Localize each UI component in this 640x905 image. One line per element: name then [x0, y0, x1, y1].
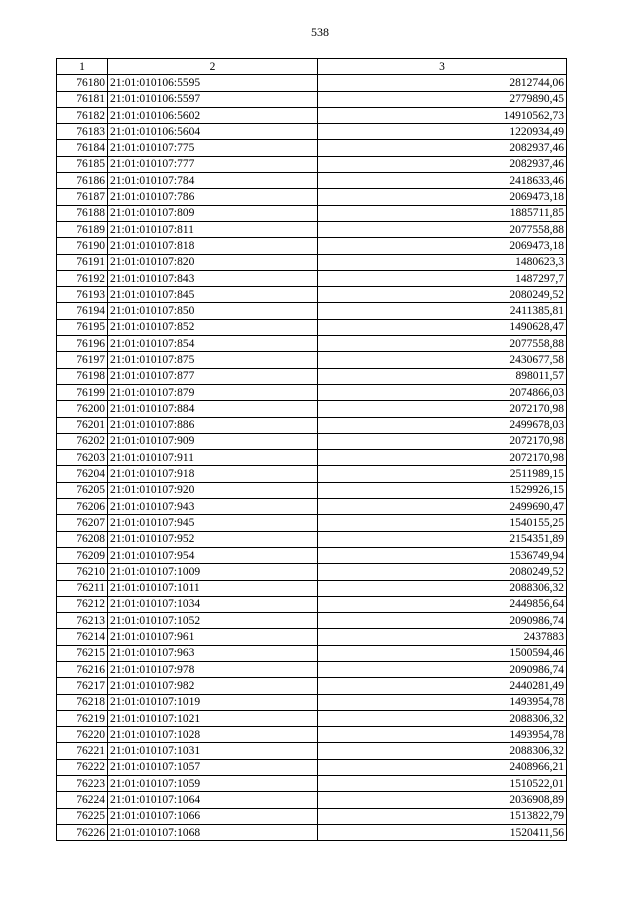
row-index-cell: 76190: [57, 238, 108, 254]
cadastral-number-cell: 21:01:010107:786: [108, 189, 318, 205]
row-index-cell: 76225: [57, 808, 108, 824]
cadastral-value-cell: 2090986,74: [318, 613, 567, 629]
cadastral-value-cell: 2088306,32: [318, 580, 567, 596]
table-row: [57, 776, 567, 792]
cadastral-value-cell: 1493954,78: [318, 694, 567, 710]
cadastral-number-cell: 21:01:010107:1021: [108, 710, 318, 726]
table-row: [57, 499, 567, 515]
cadastral-number-cell: 21:01:010107:809: [108, 205, 318, 221]
cadastral-value-cell: 2449856,64: [318, 596, 567, 612]
cadastral-value-cell: 1510522,01: [318, 776, 567, 792]
column-header-cadastral-number: 2: [108, 59, 318, 75]
row-index-cell: 76181: [57, 91, 108, 107]
cadastral-number-cell: 21:01:010107:911: [108, 450, 318, 466]
cadastral-value-cell: 2440281,49: [318, 678, 567, 694]
row-index-cell: 76223: [57, 776, 108, 792]
table-row: [57, 710, 567, 726]
table-row: [57, 564, 567, 580]
cadastral-value-cell: 2077558,88: [318, 336, 567, 352]
cadastral-value-cell: 1220934,49: [318, 124, 567, 140]
table-row: [57, 140, 567, 156]
cadastral-number-cell: 21:01:010107:843: [108, 270, 318, 286]
cadastral-value-cell: 2082937,46: [318, 156, 567, 172]
cadastral-value-cell: 2088306,32: [318, 743, 567, 759]
table-row: [57, 221, 567, 237]
row-index-cell: 76219: [57, 710, 108, 726]
cadastral-value-cell: 2499690,47: [318, 499, 567, 515]
cadastral-number-cell: 21:01:010107:811: [108, 221, 318, 237]
table-row: [57, 189, 567, 205]
cadastral-number-cell: 21:01:010107:852: [108, 319, 318, 335]
row-index-cell: 76203: [57, 450, 108, 466]
row-index-cell: 76215: [57, 645, 108, 661]
cadastral-value-cell: 2072170,98: [318, 401, 567, 417]
row-index-cell: 76210: [57, 564, 108, 580]
cadastral-value-cell: 2082937,46: [318, 140, 567, 156]
table-row: [57, 596, 567, 612]
cadastral-number-cell: 21:01:010107:982: [108, 678, 318, 694]
table-row: [57, 450, 567, 466]
cadastral-value-cell: 898011,57: [318, 368, 567, 384]
cadastral-value-cell: 1520411,56: [318, 824, 567, 840]
table-row: [57, 661, 567, 677]
cadastral-number-cell: 21:01:010107:1059: [108, 776, 318, 792]
row-index-cell: 76222: [57, 759, 108, 775]
row-index-cell: 76180: [57, 75, 108, 91]
cadastral-value-cell: 2080249,52: [318, 564, 567, 580]
cadastral-number-cell: 21:01:010107:1052: [108, 613, 318, 629]
cadastral-number-cell: 21:01:010107:775: [108, 140, 318, 156]
cadastral-number-cell: 21:01:010107:1057: [108, 759, 318, 775]
cadastral-number-cell: 21:01:010107:920: [108, 482, 318, 498]
row-index-cell: 76198: [57, 368, 108, 384]
row-index-cell: 76209: [57, 547, 108, 563]
row-index-cell: 76214: [57, 629, 108, 645]
row-index-cell: 76207: [57, 515, 108, 531]
cadastral-value-cell: 1529926,15: [318, 482, 567, 498]
cadastral-number-cell: 21:01:010107:854: [108, 336, 318, 352]
cadastral-value-cell: 1536749,94: [318, 547, 567, 563]
table-row: [57, 613, 567, 629]
cadastral-value-cell: 2069473,18: [318, 238, 567, 254]
row-index-cell: 76191: [57, 254, 108, 270]
cadastral-number-cell: 21:01:010107:877: [108, 368, 318, 384]
table-row: [57, 629, 567, 645]
cadastral-value-cell: 2090986,74: [318, 661, 567, 677]
cadastral-number-cell: 21:01:010107:784: [108, 173, 318, 189]
column-header-value: 3: [318, 59, 567, 75]
table-row: [57, 401, 567, 417]
cadastral-number-cell: 21:01:010107:1034: [108, 596, 318, 612]
cadastral-number-cell: 21:01:010107:909: [108, 433, 318, 449]
cadastral-value-cell: 2036908,89: [318, 792, 567, 808]
cadastral-value-cell: 2072170,98: [318, 433, 567, 449]
cadastral-number-cell: 21:01:010106:5595: [108, 75, 318, 91]
row-index-cell: 76212: [57, 596, 108, 612]
cadastral-value-table: [56, 58, 567, 841]
row-index-cell: 76187: [57, 189, 108, 205]
cadastral-number-cell: 21:01:010107:963: [108, 645, 318, 661]
cadastral-number-cell: 21:01:010107:945: [108, 515, 318, 531]
row-index-cell: 76220: [57, 727, 108, 743]
cadastral-number-cell: 21:01:010107:820: [108, 254, 318, 270]
cadastral-number-cell: 21:01:010107:1009: [108, 564, 318, 580]
cadastral-number-cell: 21:01:010107:943: [108, 499, 318, 515]
cadastral-value-cell: 2812744,06: [318, 75, 567, 91]
table-row: [57, 319, 567, 335]
cadastral-value-cell: 2408966,21: [318, 759, 567, 775]
table-row: [57, 580, 567, 596]
table-row: [57, 433, 567, 449]
cadastral-number-cell: 21:01:010107:1011: [108, 580, 318, 596]
row-index-cell: 76204: [57, 466, 108, 482]
cadastral-value-cell: 1490628,47: [318, 319, 567, 335]
row-index-cell: 76192: [57, 270, 108, 286]
table-row: [57, 205, 567, 221]
row-index-cell: 76186: [57, 173, 108, 189]
cadastral-number-cell: 21:01:010106:5602: [108, 107, 318, 123]
cadastral-value-cell: 1885711,85: [318, 205, 567, 221]
cadastral-value-cell: 2080249,52: [318, 287, 567, 303]
cadastral-number-cell: 21:01:010107:818: [108, 238, 318, 254]
row-index-cell: 76200: [57, 401, 108, 417]
table-row: [57, 156, 567, 172]
row-index-cell: 76197: [57, 352, 108, 368]
cadastral-number-cell: 21:01:010107:961: [108, 629, 318, 645]
cadastral-number-cell: 21:01:010107:918: [108, 466, 318, 482]
cadastral-value-cell: 1513822,79: [318, 808, 567, 824]
row-index-cell: 76216: [57, 661, 108, 677]
cadastral-value-cell: 2418633,46: [318, 173, 567, 189]
cadastral-value-cell: 2430677,58: [318, 352, 567, 368]
table-row: [57, 384, 567, 400]
cadastral-value-cell: 1480623,3: [318, 254, 567, 270]
cadastral-number-cell: 21:01:010107:1028: [108, 727, 318, 743]
cadastral-value-cell: 2069473,18: [318, 189, 567, 205]
table-row: [57, 368, 567, 384]
cadastral-number-cell: 21:01:010107:1068: [108, 824, 318, 840]
row-index-cell: 76221: [57, 743, 108, 759]
table-row: [57, 75, 567, 91]
cadastral-number-cell: 21:01:010107:845: [108, 287, 318, 303]
table-row: [57, 808, 567, 824]
table-row: [57, 531, 567, 547]
row-index-cell: 76196: [57, 336, 108, 352]
table-row: [57, 466, 567, 482]
table-row: [57, 547, 567, 563]
cadastral-number-cell: 21:01:010106:5597: [108, 91, 318, 107]
row-index-cell: 76202: [57, 433, 108, 449]
table-row: [57, 645, 567, 661]
cadastral-value-cell: 2779890,45: [318, 91, 567, 107]
cadastral-value-cell: 2499678,03: [318, 417, 567, 433]
row-index-cell: 76211: [57, 580, 108, 596]
row-index-cell: 76218: [57, 694, 108, 710]
table-row: [57, 824, 567, 840]
table-row: [57, 91, 567, 107]
cadastral-value-cell: 2077558,88: [318, 221, 567, 237]
cadastral-value-cell: 2154351,89: [318, 531, 567, 547]
row-index-cell: 76183: [57, 124, 108, 140]
table-row: [57, 303, 567, 319]
table-row: [57, 482, 567, 498]
table-row: [57, 759, 567, 775]
cadastral-value-cell: 2511989,15: [318, 466, 567, 482]
cadastral-value-cell: 1487297,7: [318, 270, 567, 286]
table-row: [57, 694, 567, 710]
row-index-cell: 76184: [57, 140, 108, 156]
cadastral-number-cell: 21:01:010107:850: [108, 303, 318, 319]
row-index-cell: 76182: [57, 107, 108, 123]
cadastral-number-cell: 21:01:010107:952: [108, 531, 318, 547]
table-row: [57, 727, 567, 743]
table-row: [57, 107, 567, 123]
page-number: 538: [311, 25, 329, 39]
row-index-cell: 76194: [57, 303, 108, 319]
cadastral-value-cell: 14910562,73: [318, 107, 567, 123]
cadastral-value-cell: 1493954,78: [318, 727, 567, 743]
table-row: [57, 515, 567, 531]
cadastral-value-cell: 2411385,81: [318, 303, 567, 319]
table-row: [57, 270, 567, 286]
row-index-cell: 76217: [57, 678, 108, 694]
cadastral-value-cell: 2088306,32: [318, 710, 567, 726]
row-index-cell: 76206: [57, 499, 108, 515]
cadastral-number-cell: 21:01:010107:777: [108, 156, 318, 172]
cadastral-number-cell: 21:01:010107:1019: [108, 694, 318, 710]
table-row: [57, 417, 567, 433]
row-index-cell: 76201: [57, 417, 108, 433]
table-row: [57, 124, 567, 140]
table-row: [57, 173, 567, 189]
table-row: [57, 792, 567, 808]
row-index-cell: 76193: [57, 287, 108, 303]
row-index-cell: 76213: [57, 613, 108, 629]
table-body: [57, 75, 567, 841]
cadastral-value-cell: 2437883: [318, 629, 567, 645]
cadastral-number-cell: 21:01:010107:954: [108, 547, 318, 563]
table-row: [57, 238, 567, 254]
row-index-cell: 76205: [57, 482, 108, 498]
column-header-index: 1: [57, 59, 108, 75]
row-index-cell: 76195: [57, 319, 108, 335]
cadastral-number-cell: 21:01:010107:879: [108, 384, 318, 400]
cadastral-number-cell: 21:01:010107:1064: [108, 792, 318, 808]
table-row: [57, 336, 567, 352]
cadastral-number-cell: 21:01:010107:1066: [108, 808, 318, 824]
cadastral-number-cell: 21:01:010107:1031: [108, 743, 318, 759]
cadastral-value-cell: 2072170,98: [318, 450, 567, 466]
table-row: [57, 287, 567, 303]
cadastral-value-cell: 1540155,25: [318, 515, 567, 531]
cadastral-value-cell: 2074866,03: [318, 384, 567, 400]
cadastral-value-cell: 1500594,46: [318, 645, 567, 661]
table-header-row: [57, 59, 567, 75]
row-index-cell: 76188: [57, 205, 108, 221]
table-row: [57, 254, 567, 270]
cadastral-number-cell: 21:01:010107:884: [108, 401, 318, 417]
cadastral-number-cell: 21:01:010107:978: [108, 661, 318, 677]
row-index-cell: 76189: [57, 221, 108, 237]
row-index-cell: 76199: [57, 384, 108, 400]
row-index-cell: 76208: [57, 531, 108, 547]
cadastral-number-cell: 21:01:010107:886: [108, 417, 318, 433]
table-row: [57, 678, 567, 694]
row-index-cell: 76224: [57, 792, 108, 808]
cadastral-number-cell: 21:01:010107:875: [108, 352, 318, 368]
table-row: [57, 352, 567, 368]
row-index-cell: 76185: [57, 156, 108, 172]
row-index-cell: 76226: [57, 824, 108, 840]
table-row: [57, 743, 567, 759]
cadastral-number-cell: 21:01:010106:5604: [108, 124, 318, 140]
